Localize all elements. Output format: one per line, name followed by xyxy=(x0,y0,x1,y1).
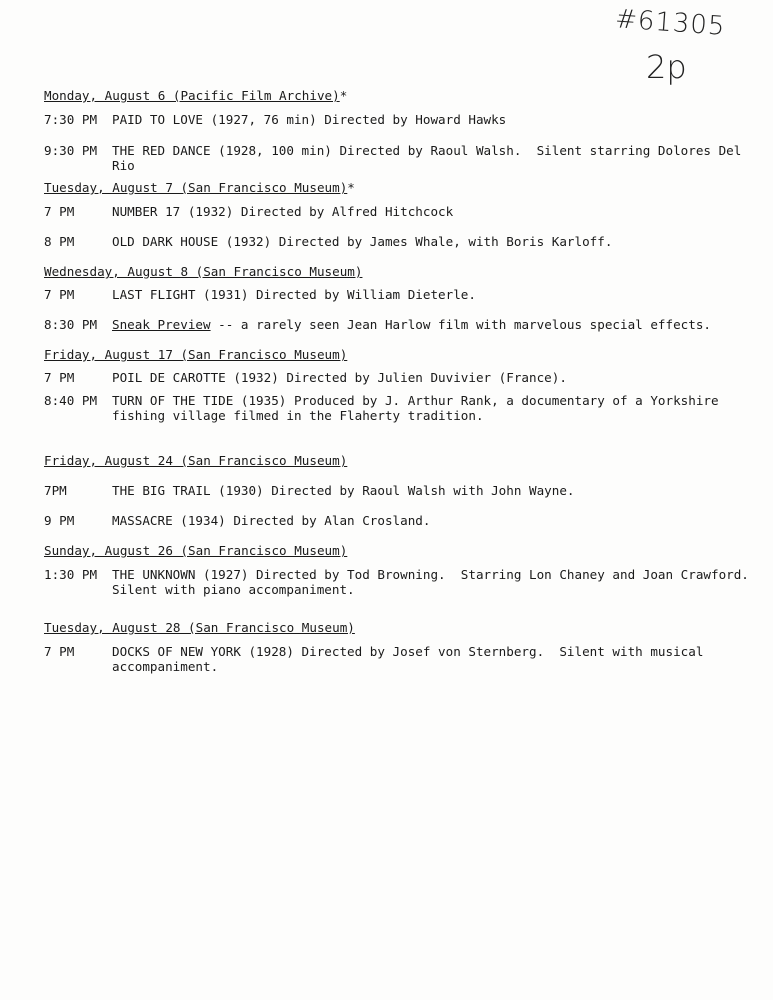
day-heading: Friday, August 24 (San Francisco Museum) xyxy=(44,453,348,468)
event-row: 1:30 PM THE UNKNOWN (1927) Directed by Tod Browning. Starring Lon Chaney and Joan Crawford. Silent with piano accompaniment. xyxy=(44,567,757,597)
day-heading: Tuesday, August 7 (San Francisco Museum)* xyxy=(44,180,355,195)
event-row: 7 PM LAST FLIGHT (1931) Directed by William Dieterle. xyxy=(44,287,476,302)
event-row: 7PM THE BIG TRAIL (1930) Directed by Raoul Walsh with John Wayne. xyxy=(44,483,575,498)
day-heading: Sunday, August 26 (San Francisco Museum) xyxy=(44,543,348,558)
event-row: 8 PM OLD DARK HOUSE (1932) Directed by James Whale, with Boris Karloff. xyxy=(44,234,613,249)
event-row: 7 PM NUMBER 17 (1932) Directed by Alfred Hitchcock xyxy=(44,204,454,219)
handwritten-id: #61305 xyxy=(614,4,727,42)
day-heading: Tuesday, August 28 (San Francisco Museum) xyxy=(44,620,355,635)
event-row: 7 PM POIL DE CAROTTE (1932) Directed by Julien Duvivier (France). xyxy=(44,370,567,385)
day-heading: Monday, August 6 (Pacific Film Archive)* xyxy=(44,88,348,103)
event-row: 7 PM DOCKS OF NEW YORK (1928) Directed by Josef von Sternberg. Silent with musical accompaniment. xyxy=(44,644,711,674)
event-row: 8:40 PM TURN OF THE TIDE (1935) Produced by J. Arthur Rank, a documentary of a Yorkshire fishing village filmed in the Flaherty tradition. xyxy=(44,393,727,423)
event-row: 8:30 PM Sneak Preview -- a rarely seen Jean Harlow film with marvelous special effects. xyxy=(44,317,711,332)
handwritten-page-count: 2p xyxy=(646,48,687,86)
sneak-preview-label: Sneak Preview xyxy=(112,317,211,332)
event-row: 7:30 PM PAID TO LOVE (1927, 76 min) Directed by Howard Hawks xyxy=(44,112,507,127)
day-heading: Friday, August 17 (San Francisco Museum) xyxy=(44,347,348,362)
day-heading: Wednesday, August 8 (San Francisco Museum) xyxy=(44,264,363,279)
event-row: 9:30 PM THE RED DANCE (1928, 100 min) Directed by Raoul Walsh. Silent starring Dolores Del Rio xyxy=(44,143,749,173)
event-row: 9 PM MASSACRE (1934) Directed by Alan Crosland. xyxy=(44,513,431,528)
